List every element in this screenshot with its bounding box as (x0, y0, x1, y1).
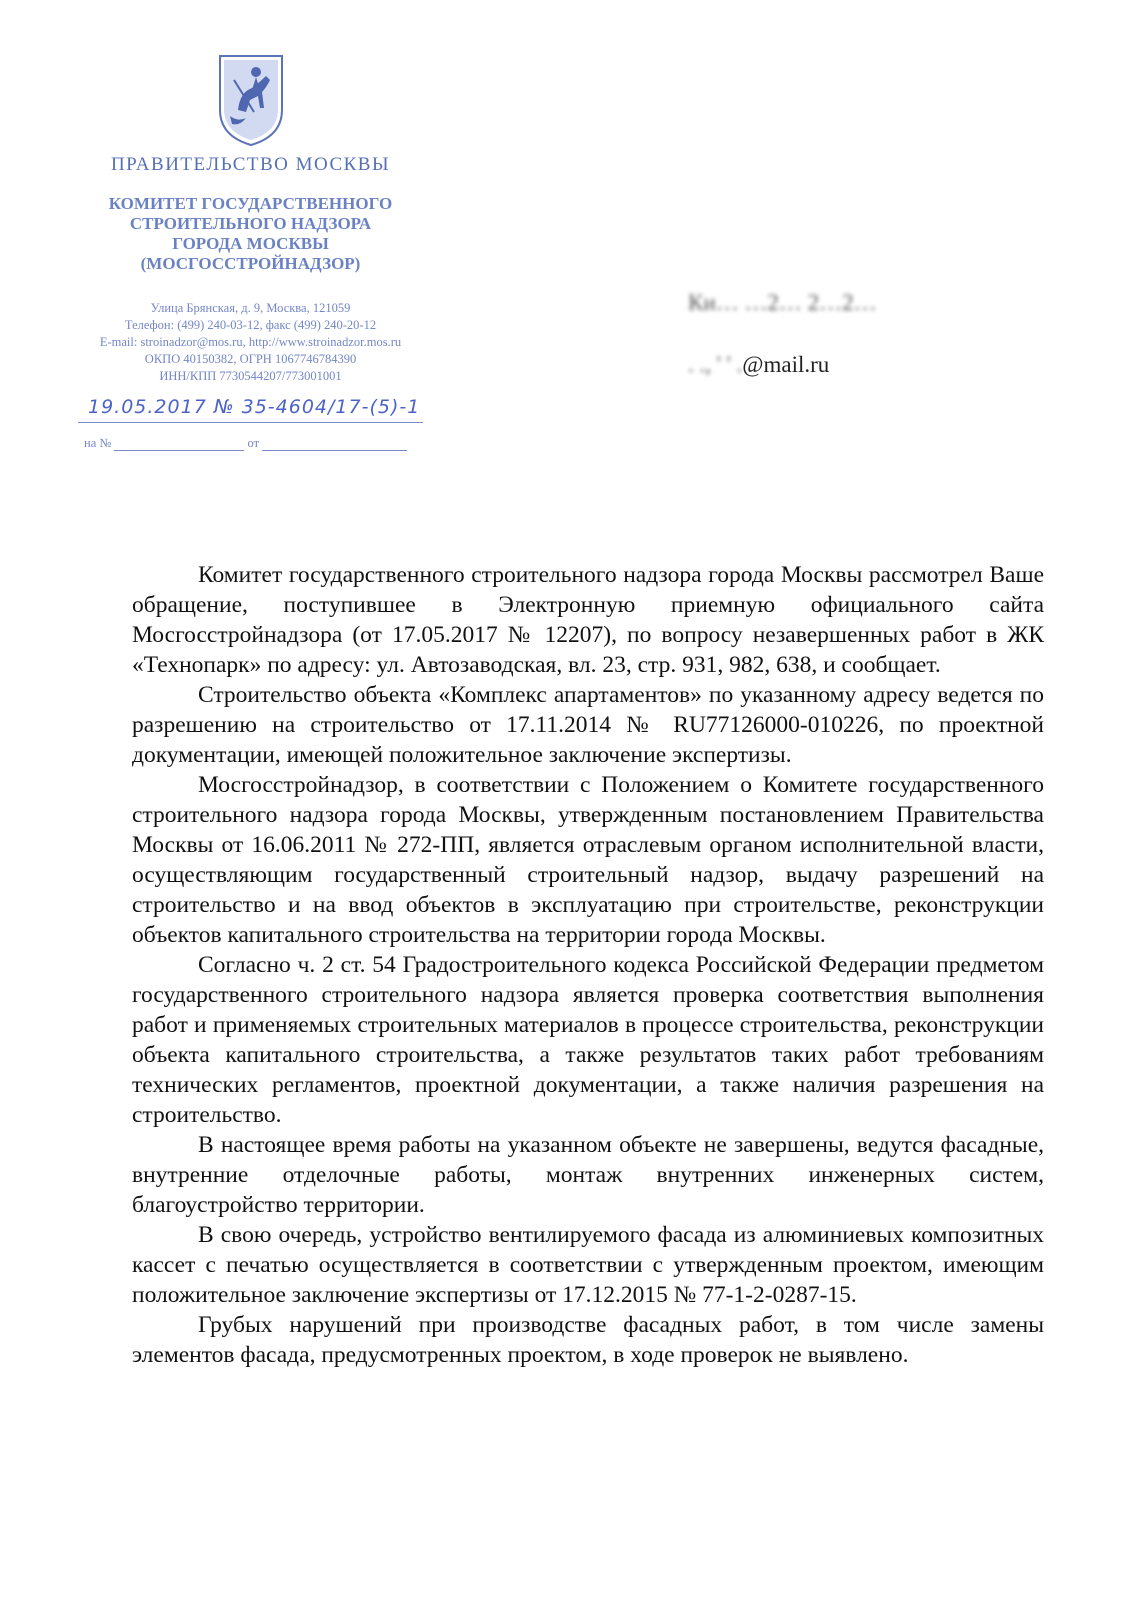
body-paragraph: Согласно ч. 2 ст. 54 Градостроительного кодекса Российской Федерации предметом государственного строительного надзора является проверка соответствия выполнения работ и применяемых строительных материалов в процессе строительства, реконструкции объекта капитального строительства, а также результатов таких работ требованиям технических регламентов, проектной документации, а также наличия разрешения на строительство. (132, 952, 1044, 1128)
committee-line: ГОРОДА МОСКВЫ (172, 234, 329, 253)
committee-line: (МОСГОССТРОЙНАДЗОР) (140, 254, 361, 273)
body-paragraph: Строительство объекта «Комплекс апартаментов» по указанному адресу ведется по разрешению на строительство от 17.11.2014 № RU77126000-010226, по проектной документации, имеющей положительное заключение экспертизы. (132, 682, 1044, 768)
contact-line: Телефон: (499) 240-03-12, факс (499) 240-20-12 (124, 318, 377, 332)
ref-from: от (247, 436, 260, 450)
body-paragraph: Грубых нарушений при производстве фасадных работ, в том числе замены элементов фасада, предусмотренных проектом, в ходе проверок не выявлено. (132, 1312, 1044, 1368)
ref-date-blank (262, 438, 407, 451)
moscow-coat-of-arms-icon (216, 52, 286, 148)
government-title: ПРАВИТЕЛЬСТВО МОСКВЫ (110, 154, 391, 175)
letterhead (78, 52, 423, 385)
contact-block (78, 300, 423, 385)
committee-name (78, 194, 423, 274)
ref-number-blank (114, 438, 244, 451)
contact-line: ОКПО 40150382, ОГРН 1067746784390 (144, 352, 357, 366)
recipient-email (688, 352, 877, 378)
contact-line: ИНН/КПП 7730544207/773001001 (159, 369, 342, 383)
ref-prefix: на № (84, 436, 112, 450)
contact-line: E-mail: stroinadzor@mos.ru, http://www.stroinadzor.mos.ru (99, 335, 402, 349)
committee-line: КОМИТЕТ ГОСУДАРСТВЕННОГО (108, 194, 393, 213)
body-paragraph: Мосгосстройнадзор, в соответствии с Положением о Комитете государственного строительного надзора города Москвы, утвержденным постановлением Правительства Москвы от 16.06.2011 № 272-ПП, является отраслевым органом исполнительной власти, осуществляющим государственный строительный надзор, выдачу разрешений на строительство и на ввод объектов в эксплуатацию при строительстве, реконструкции объектов капитального строительства на территории города Москвы. (132, 772, 1044, 948)
reference-line (84, 436, 424, 451)
recipient-email-masked: . ., ' ' . (688, 352, 743, 377)
contact-line: Улица Брянская, д. 9, Москва, 121059 (150, 301, 351, 315)
recipient-block (688, 290, 877, 378)
registration-number: 19.05.2017 № 35-4604/17-(5)-1 (88, 396, 421, 418)
letter-body (132, 560, 1044, 1370)
committee-line: СТРОИТЕЛЬНОГО НАДЗОРА (129, 214, 372, 233)
body-paragraph: Комитет государственного строительного надзора города Москвы рассмотрел Ваше обращение, поступившее в Электронную приемную официального сайта Мосгосстройнадзора (от 17.05.2017 № 12207), по вопросу незавершенных работ в ЖК «Технопарк» по адресу: ул. Автозаводская, вл. 23, стр. 931, 982, 638, и сообщает. (132, 562, 1044, 678)
body-paragraph: В свою очередь, устройство вентилируемого фасада из алюминиевых композитных кассет с печатью осуществляется в соответствии с утвержденным проектом, имеющим положительное заключение экспертизы от 17.12.2015 № 77-1-2-0287-15. (132, 1222, 1044, 1308)
body-paragraph: В настоящее время работы на указанном объекте не завершены, ведутся фасадные, внутренние отделочные работы, монтаж внутренних инженерных систем, благоустройство территории. (132, 1132, 1044, 1218)
registration-line (78, 398, 423, 423)
recipient-name: Ки… …2… 2…2… (688, 290, 877, 315)
recipient-email-domain: @mail.ru (742, 352, 830, 377)
